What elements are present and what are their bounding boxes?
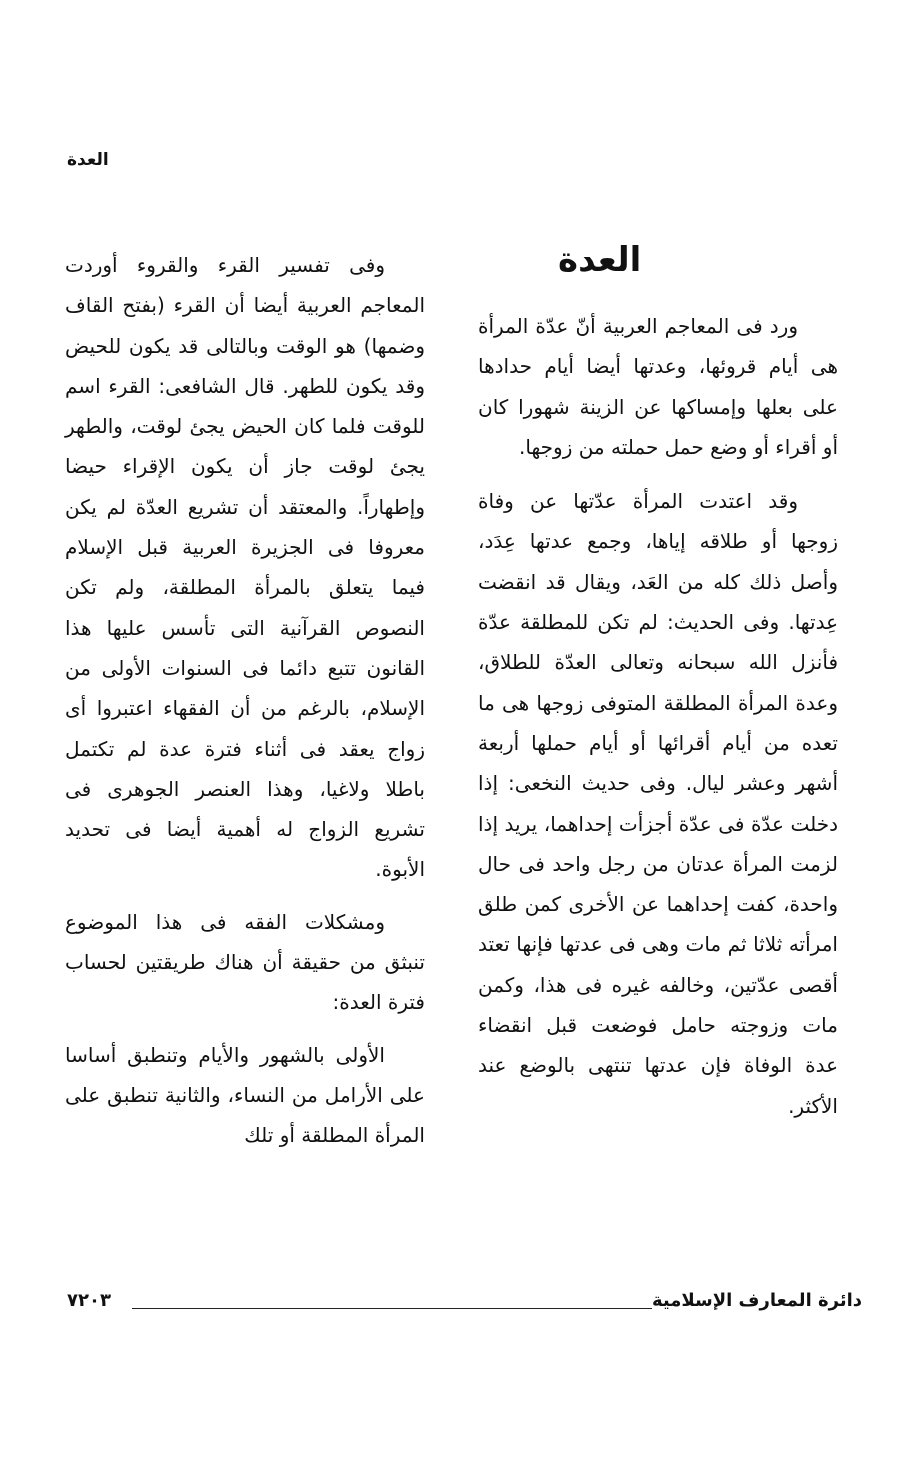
footer-rule [132, 1308, 652, 1309]
right-column [478, 230, 838, 1140]
paragraph: ومشكلات الفقه فى هذا الموضوع تنبثق من حقيقة أن هناك طريقتين لحساب فترة العدة: [65, 909, 425, 1015]
page-footer [67, 1290, 862, 1320]
paragraph: وفى تفسير القرء والقروء أوردت المعاجم العربية أيضا أن القرء (بفتح القاف وضمها) هو الوقت وبالتالى قد يكون للحيض وقد يكون للطهر. قال الشافعى: القرء اسم للوقت فلما كان الحيض يجئ لوقت، والطهر يجئ لوقت جاز أن يكون الإقراء حيضا وإطهاراً. والمعتقد أن تشريع العدّة لم يكن معروفا فى الجزيرة العربية قبل الإسلام فيما يتعلق بالمرأة المطلقة، ولم تكن النصوص القرآنية التى تأسس عليها هذا القانون تتبع دائما فى السنوات الأولى من الإسلام، بالرغم من أن الفقهاء اعتبروا أى زواج يعقد فى أثناء فترة عدة لم تكتمل باطلا ولاغيا، وهذا العنصر الجوهرى فى تشريع الزواج له أهمية أيضا فى تحديد الأبوة. [65, 253, 425, 882]
paragraph: وقد اعتدت المرأة عدّتها عن وفاة زوجها أو طلاقه إياها، وجمع عدتها عِدَد، وأصل ذلك كله من العَد، ويقال قد انقضت عِدتها. وفى الحديث: لم تكن للمطلقة عدّة فأنزل الله سبحانه وتعالى العدّة للطلاق، وعدة المرأة المطلقة المتوفى زوجها هى ما تعده من أيام أقرائها أو أيام حملها أربعة أشهر وعشر ليال. وفى حديث النخعى: إذا دخلت عدّة فى عدّة أجزأت إحداهما، يريد إذا لزمت المرأة عدتان من رجل واحد فى حال واحدة، كفت إحداهما عن الأخرى كمن طلق امرأته ثلاثا ثم مات وهى فى عدتها فإنها تعتد أقصى عدّتين، وخالفه غيره فى هذا، وكمن مات وزوجته حامل فوضعت قبل انقضاء عدة الوفاة فإن عدتها تنتهى بالوضع عند الأكثر. [478, 489, 838, 1118]
running-header-title: العدة [67, 150, 109, 170]
article-title: العدة [558, 240, 642, 280]
paragraph: الأولى بالشهور والأيام وتنطبق أساسا على الأرامل من النساء، والثانية تنطبق على المرأة المطلقة أو تلك [65, 1042, 425, 1148]
left-column [65, 245, 425, 1168]
page-number: ٧٢٠٣ [67, 1290, 111, 1311]
paragraph: ورد فى المعاجم العربية أنّ عدّة المرأة هى أيام قروئها، وعدتها أيضا أيام حدادها على بعلها وإمساكها عن الزينة شهورا كان أو أقراء أو وضع حمل حملته من زوجها. [478, 314, 838, 459]
journal-name: دائرة المعارف الإسلامية [651, 1290, 862, 1311]
